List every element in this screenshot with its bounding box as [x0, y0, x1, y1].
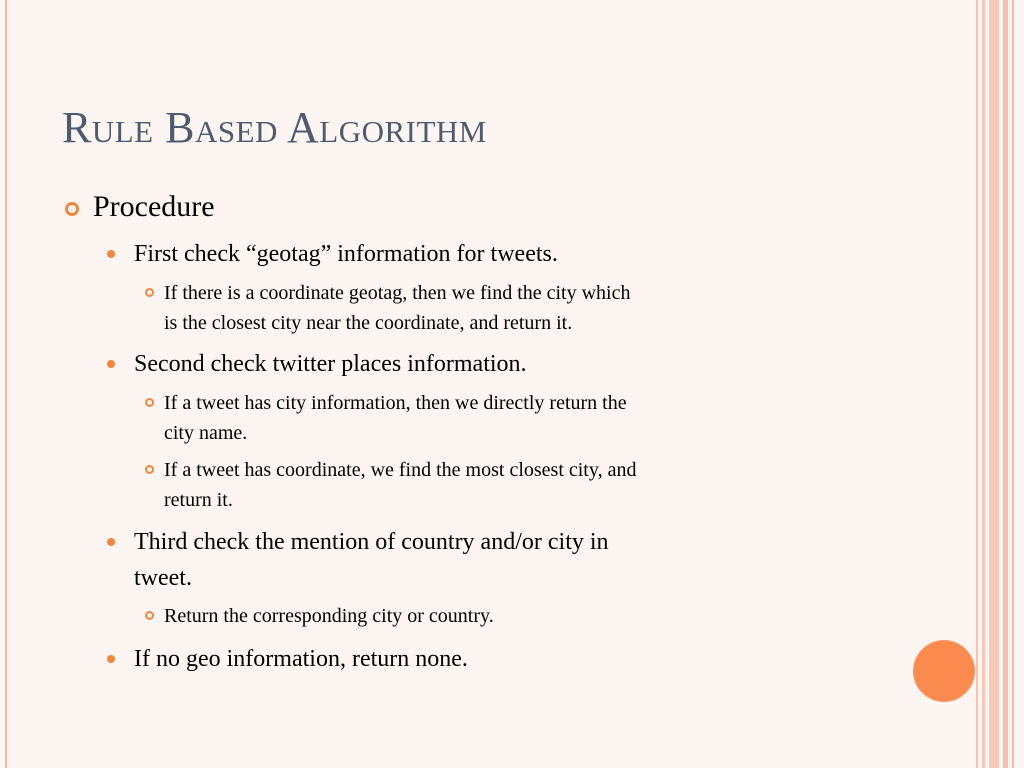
bullet-second-sub1-line2: city name. [164, 422, 248, 444]
decorative-circle [913, 640, 975, 702]
stripe [982, 0, 985, 768]
slide-title: Rule Based Algorithm [62, 103, 487, 152]
bullet-third-check-line1: Third check the mention of country and/or city in [134, 529, 609, 555]
bullet-ring-small-icon [145, 465, 154, 474]
bullet-first-check: First check “geotag” information for tweets. [134, 241, 558, 267]
bullet-third-check-line2: tweet. [134, 565, 192, 591]
bullet-ring-small-icon [145, 398, 154, 407]
stripe [1003, 0, 1008, 768]
bullet-second-sub2-line1: If a tweet has coordinate, we find the most closest city, and [164, 459, 637, 481]
bullet-dot-icon [107, 250, 115, 258]
stripe [989, 0, 999, 768]
left-border-line [5, 0, 7, 768]
bullet-second-check: Second check twitter places information. [134, 351, 527, 377]
bullet-second-sub1-line1: If a tweet has city information, then we directly return the [164, 392, 627, 414]
right-decorative-stripes [976, 0, 1024, 768]
stripe [1012, 0, 1014, 768]
bullet-dot-icon [107, 360, 115, 368]
bullet-ring-icon [65, 202, 79, 216]
bullet-first-sub1-line2: is the closest city near the coordinate, and return it. [164, 312, 573, 334]
bullet-second-sub2-line2: return it. [164, 489, 233, 511]
bullet-dot-icon [107, 538, 115, 546]
bullet-procedure: Procedure [93, 190, 215, 223]
bullet-ring-small-icon [145, 288, 154, 297]
bullet-first-sub1-line1: If there is a coordinate geotag, then we find the city which [164, 282, 631, 304]
stripe [976, 0, 978, 768]
bullet-dot-icon [107, 655, 115, 663]
bullet-fourth-check: If no geo information, return none. [134, 646, 468, 672]
bullet-ring-small-icon [145, 611, 154, 620]
bullet-third-sub1: Return the corresponding city or country. [164, 605, 494, 627]
